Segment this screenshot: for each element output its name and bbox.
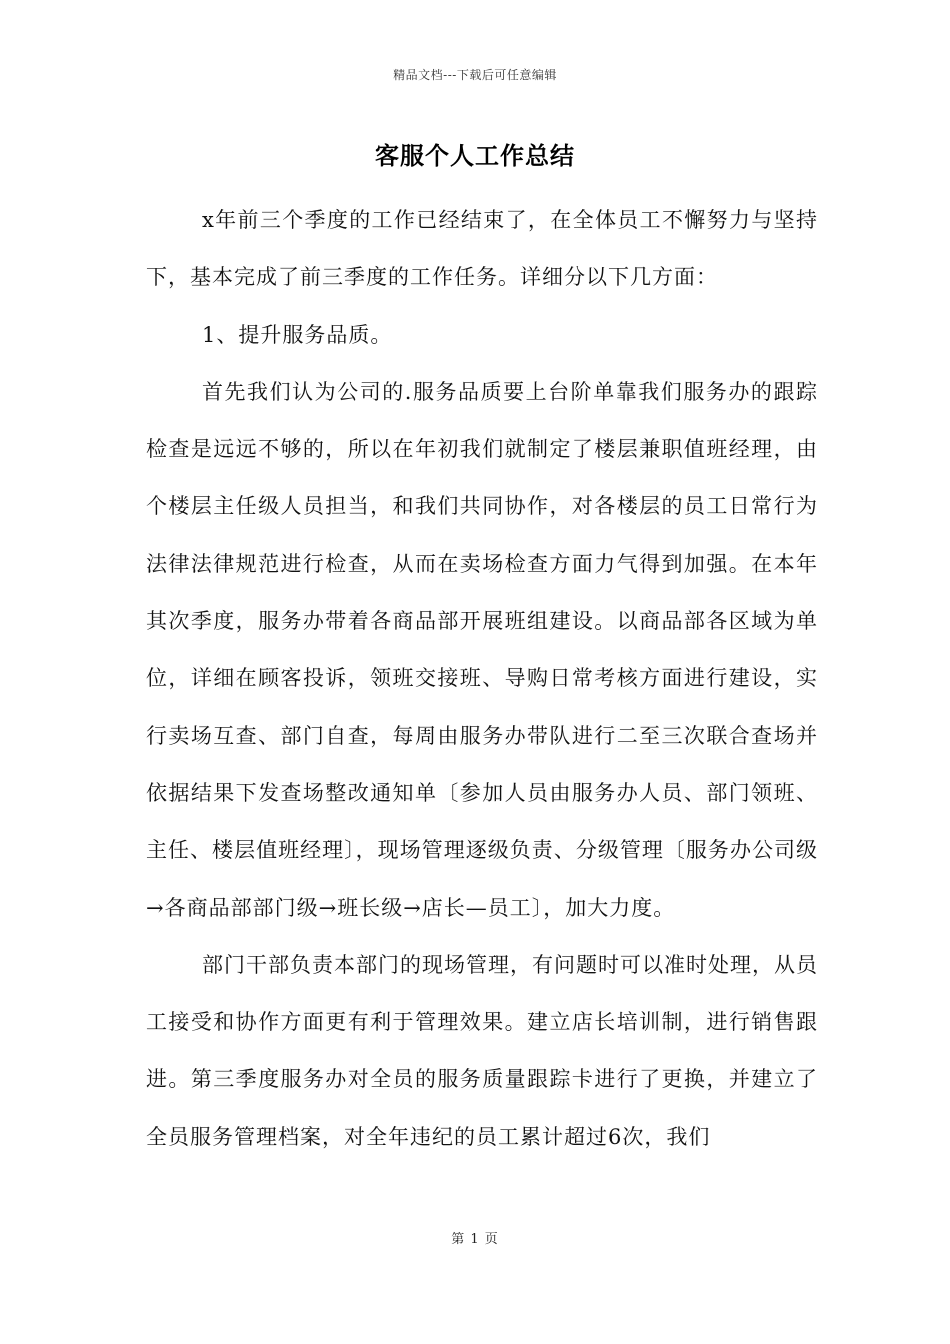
paragraph-service-quality: 首先我们认为公司的.服务品质要上台阶单靠我们服务办的跟踪检查是远远不够的，所以在年初我们就制定了楼层兼职值班经理，由个楼层主任级人员担当，和我们共同协作，对各楼层的员工日常行为法律法律规范进行检查，从而在卖场检查方面力气得到加强。在本年其次季度，服务办带着各商品部开展班组建设。以商品部各区域为单位，详细在顾客投诉，领班交接班、导购日常考核方面进行建设，实行卖场互查、部门自查，每周由服务办带队进行二至三次联合查场并依据结果下发查场整改通知单〔参加人员由服务办人员、部门领班、主任、楼层值班经理〕，现场管理逐级负责、分级管理〔服务办公司级→各商品部部门级→班长级→店长—员工〕，加大力度。	[146, 379, 818, 920]
paragraph-section-heading: 1、提升服务品质。	[202, 322, 393, 347]
document-body	[146, 192, 818, 1166]
page-number: 第 1 页	[451, 1232, 499, 1247]
page-header: 精品文档---下载后可任意编辑	[393, 68, 557, 82]
paragraph-department-management: 部门干部负责本部门的现场管理，有问题时可以准时处理，从员工接受和协作方面更有利于管理效果。建立店长培训制，进行销售跟进。第三季度服务办对全员的服务质量跟踪卡进行了更换，并建立了全员服务管理档案，对全年违纪的员工累计超过6次，我们	[146, 952, 818, 1149]
paragraph-intro: x年前三个季度的工作已经结束了，在全体员工不懈努力与坚持下，基本完成了前三季度的工作任务。详细分以下几方面：	[146, 208, 818, 290]
document-title: 客服个人工作总结	[375, 141, 575, 170]
